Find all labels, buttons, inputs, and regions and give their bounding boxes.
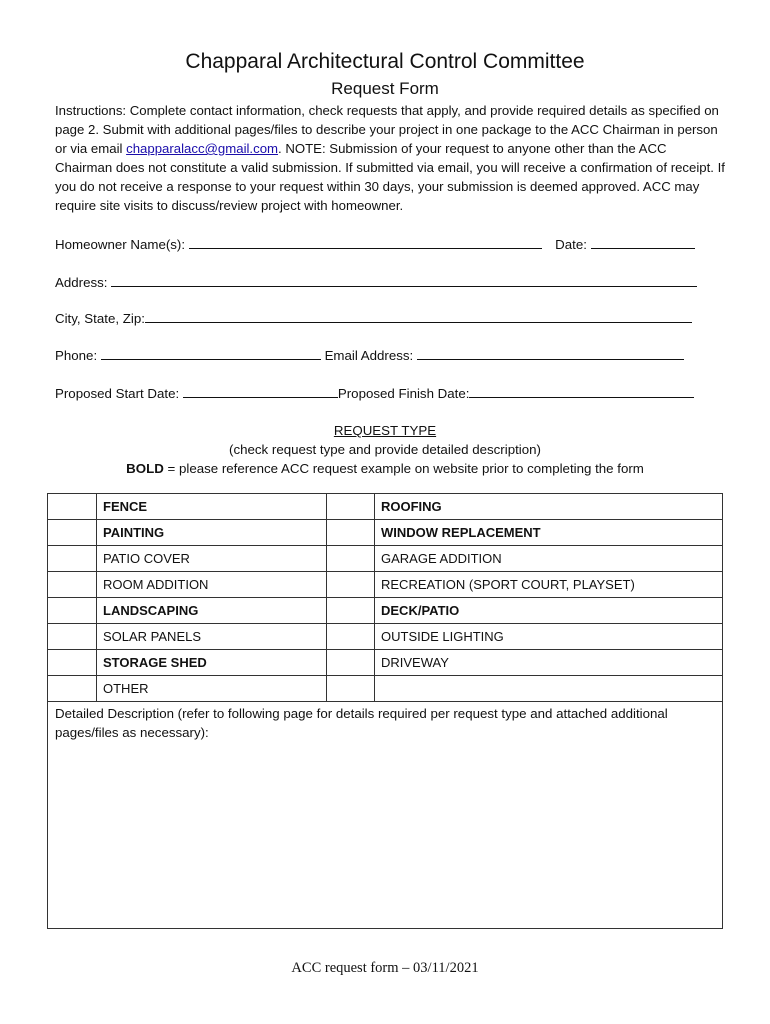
driveway-checkbox[interactable] xyxy=(327,650,375,676)
table-row xyxy=(48,494,723,520)
option-label: PATIO COVER xyxy=(97,546,327,572)
garage-addition-checkbox[interactable] xyxy=(327,546,375,572)
homeowner-name-field[interactable] xyxy=(189,234,542,249)
date-field[interactable] xyxy=(591,234,695,249)
request-type-heading: REQUEST TYPE xyxy=(333,423,437,438)
table-row xyxy=(48,520,723,546)
form-title: Chapparal Architectural Control Committee xyxy=(185,50,585,73)
option-label: PAINTING xyxy=(97,520,327,546)
option-label: OUTSIDE LIGHTING xyxy=(375,624,723,650)
instructions-text: Instructions: Complete contact information, check requests that apply, and provide required details as specified on page 2. Submit with additional pages/files to describe your project in one package to the ACC Chairman in person or via email xyxy=(55,103,719,156)
detailed-description-box[interactable] xyxy=(47,700,723,929)
bold-note: = please reference ACC request example on website prior to completing the form xyxy=(163,461,644,476)
window-replacement-checkbox[interactable] xyxy=(327,520,375,546)
option-label: LANDSCAPING xyxy=(97,598,327,624)
finish-date-field[interactable] xyxy=(469,383,694,398)
city-label: City, State, Zip: xyxy=(55,311,145,326)
storage-shed-checkbox[interactable] xyxy=(48,650,97,676)
table-row xyxy=(48,624,723,650)
table-row xyxy=(48,546,723,572)
painting-checkbox[interactable] xyxy=(48,520,97,546)
other-checkbox[interactable] xyxy=(48,676,97,702)
instructions xyxy=(55,101,725,215)
form-subtitle: Request Form xyxy=(331,79,439,98)
city-state-zip-field[interactable] xyxy=(145,308,692,323)
date-label: Date: xyxy=(555,237,587,252)
table-row xyxy=(48,650,723,676)
outside-lighting-checkbox[interactable] xyxy=(327,624,375,650)
email-link[interactable]: chapparalacc@gmail.com xyxy=(126,141,279,156)
email-address-label: Email Address: xyxy=(324,348,414,363)
phone-label: Phone: xyxy=(55,348,98,363)
address-row xyxy=(55,272,697,290)
empty-cell xyxy=(327,676,375,702)
start-date-field[interactable] xyxy=(183,383,338,398)
fence-checkbox[interactable] xyxy=(48,494,97,520)
request-type-note xyxy=(0,459,770,478)
empty-cell xyxy=(375,676,723,702)
option-label: ROOM ADDITION xyxy=(97,572,327,598)
homeowner-label: Homeowner Name(s): xyxy=(55,237,186,252)
roofing-checkbox[interactable] xyxy=(327,494,375,520)
request-type-section xyxy=(0,421,770,478)
option-label: RECREATION (SPORT COURT, PLAYSET) xyxy=(375,572,723,598)
option-label: ROOFING xyxy=(375,494,723,520)
option-label: SOLAR PANELS xyxy=(97,624,327,650)
option-label: WINDOW REPLACEMENT xyxy=(375,520,723,546)
request-type-table xyxy=(47,493,723,702)
address-label: Address: xyxy=(55,275,108,290)
landscaping-checkbox[interactable] xyxy=(48,598,97,624)
footer-text: ACC request form – 03/11/2021 xyxy=(291,960,479,976)
option-label: DECK/PATIO xyxy=(375,598,723,624)
phone-field[interactable] xyxy=(101,345,321,360)
option-label: FENCE xyxy=(97,494,327,520)
phone-row xyxy=(55,345,684,363)
start-date-label: Proposed Start Date: xyxy=(55,386,180,401)
detailed-description-label: Detailed Description (refer to following page for details required per request type and attached additional pages/files as necessary): xyxy=(55,706,668,740)
table-row xyxy=(48,572,723,598)
finish-date-label: Proposed Finish Date: xyxy=(337,386,470,401)
table-row xyxy=(48,598,723,624)
city-row xyxy=(55,308,692,326)
bold-word: BOLD xyxy=(126,461,164,476)
room-addition-checkbox[interactable] xyxy=(48,572,97,598)
email-address-field[interactable] xyxy=(417,345,684,360)
solar-panels-checkbox[interactable] xyxy=(48,624,97,650)
option-label: GARAGE ADDITION xyxy=(375,546,723,572)
patio-cover-checkbox[interactable] xyxy=(48,546,97,572)
request-type-instruction: (check request type and provide detailed description) xyxy=(229,442,541,457)
option-label: STORAGE SHED xyxy=(97,650,327,676)
address-field[interactable] xyxy=(111,272,697,287)
option-label: OTHER xyxy=(97,676,327,702)
table-row xyxy=(48,676,723,702)
deck-patio-checkbox[interactable] xyxy=(327,598,375,624)
homeowner-row xyxy=(55,234,695,252)
option-label: DRIVEWAY xyxy=(375,650,723,676)
dates-row xyxy=(55,383,694,401)
instructions-text-cont: . NOTE: Submission of your request to anyone other than the ACC Chairman does not constitute a valid submission. If submitted via email, you will receive a confirmation of receipt. If you do not receive a response to your request within 30 days, your submission is deemed approved. ACC may require site visits to discuss/review project with homeowner. xyxy=(55,141,725,213)
recreation-checkbox[interactable] xyxy=(327,572,375,598)
